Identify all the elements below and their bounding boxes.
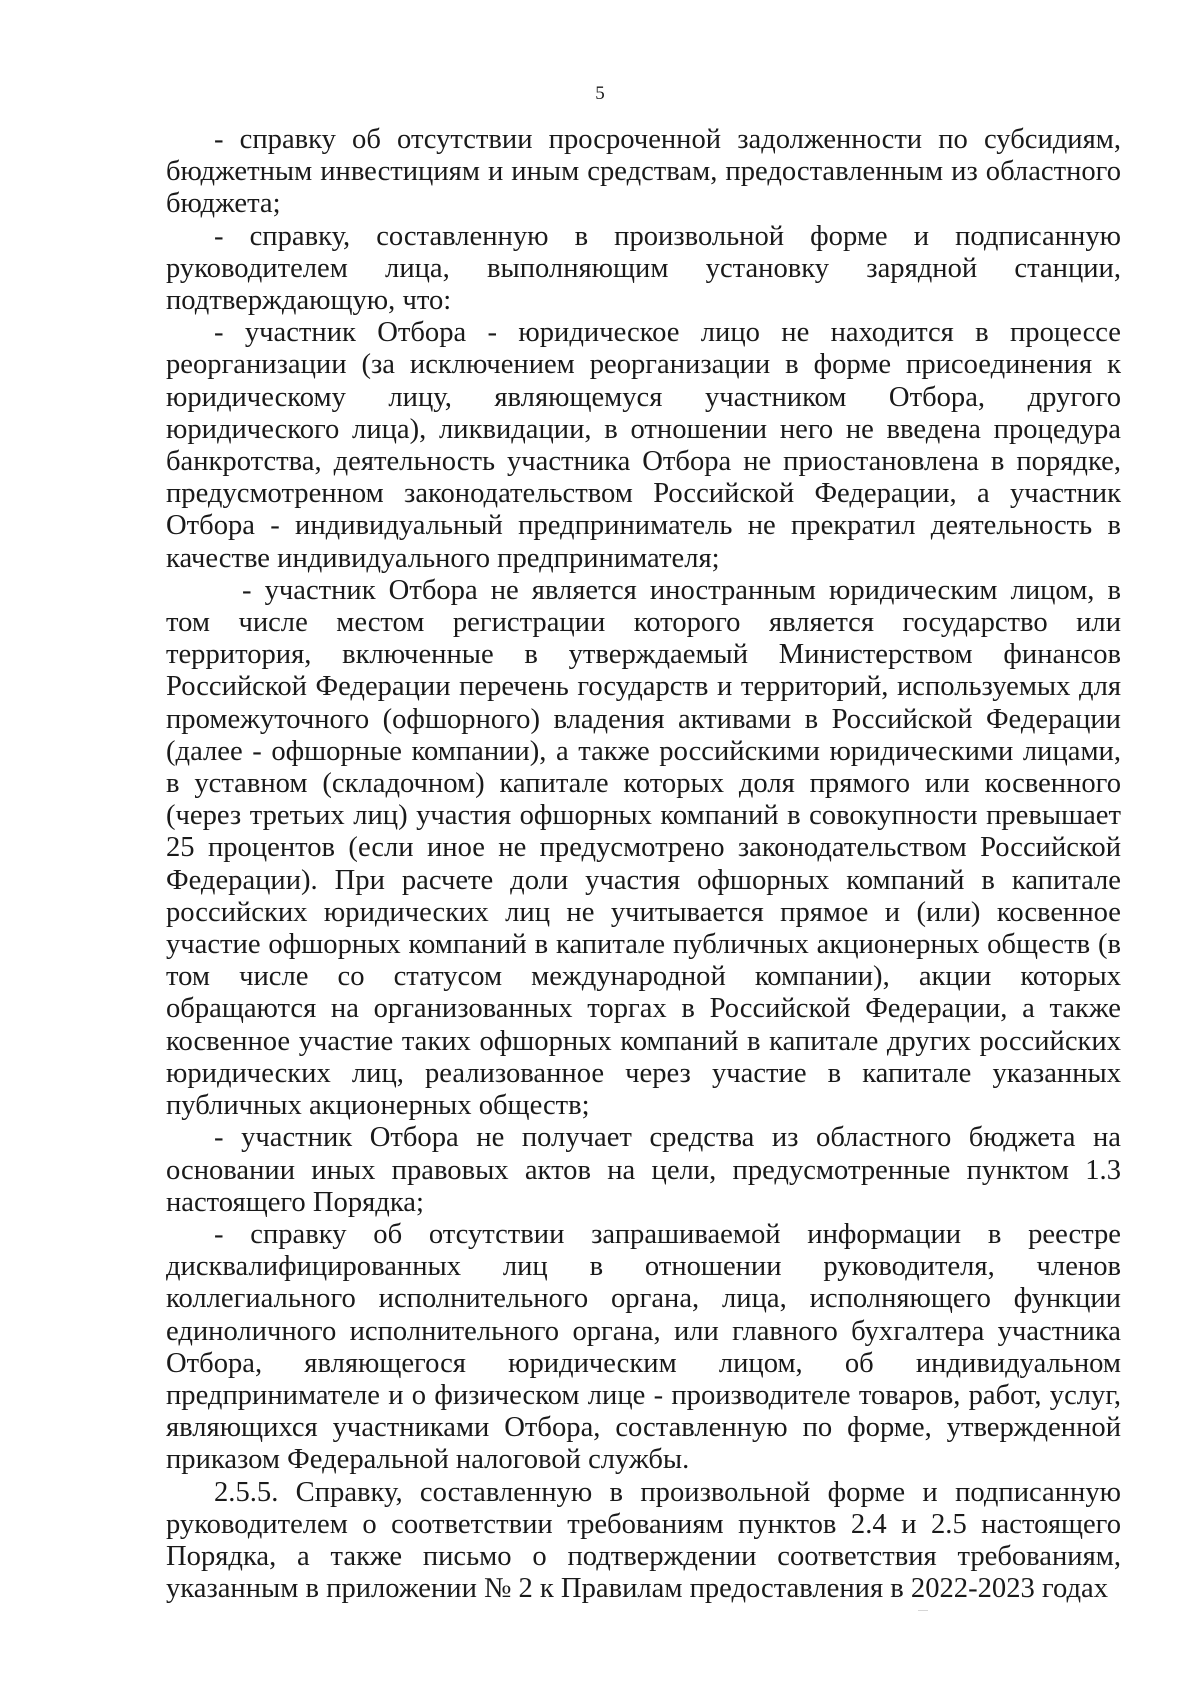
page-number: 5 bbox=[595, 83, 605, 104]
paragraph-section-2-5-5: 2.5.5. Справку, составленную в произвольной форме и подписанную руководителем о соответствии требованиям пунктов 2.4 и 2.5 настоящего Порядка, а также письмо о подтверждении соответствия требованиям, указанным в приложении № 2 к Правилам предоставления в 2022-2023 годах bbox=[166, 1476, 1121, 1605]
paragraph-not-foreign-entity: - участник Отбора не является иностранным юридическим лицом, в том числе местом регистрации которого является государство или территория, включенные в утверждаемый Министерством финансов Российской Федерации перечень государств и территорий, используемых для промежуточного (офшорного) владения активами в Российской Федерации (далее - офшорные компании), а также российскими юридическими лицами, в уставном (складочном) капитале которых доля прямого или косвенного (через третьих лиц) участия офшорных компаний в совокупности превышает 25 процентов (если иное не предусмотрено законодательством Российской Федерации). При расчете доли участия офшорных компаний в капитале российских юридических лиц не учитывается прямое и (или) косвенное участие офшорных компаний в капитале публичных акционерных обществ (в том числе со статусом международной компании), акции которых обращаются на организованных торгах в Российской Федерации, а также косвенное участие таких офшорных компаний в капитале других российских юридических лиц, реализованное через участие в капитале указанных публичных акционерных обществ; bbox=[166, 574, 1121, 1122]
document-body bbox=[166, 124, 1121, 1605]
scan-artifact bbox=[918, 1610, 928, 1611]
paragraph-no-regional-funds: - участник Отбора не получает средства из областного бюджета на основании иных правовых актов на цели, предусмотренные пунктом 1.3 настоящего Порядка; bbox=[166, 1122, 1121, 1218]
paragraph-disqualified-persons-certificate: - справку об отсутствии запрашиваемой информации в реестре дисквалифицированных лиц в отношении руководителя, членов коллегиального исполнительного органа, лица, исполняющего функции единоличного исполнительного органа, или главного бухгалтера участника Отбора, являющегося юридическим лицом, об индивидуальном предпринимателе и о физическом лице - производителе товаров, работ, услуг, являющихся участниками Отбора, составленную по форме, утвержденной приказом Федеральной налоговой службы. bbox=[166, 1218, 1121, 1476]
paragraph-overdue-debt-certificate: - справку об отсутствии просроченной задолженности по субсидиям, бюджетным инвестициям и иным средствам, предоставленным из областного бюджета; bbox=[166, 124, 1121, 220]
paragraph-no-reorganization: - участник Отбора - юридическое лицо не находится в процессе реорганизации (за исключением реорганизации в форме присоединения к юридическому лицу, являющемуся участником Отбора, другого юридического лица), ликвидации, в отношении него не введена процедура банкротства, деятельность участника Отбора не приостановлена в порядке, предусмотренном законодательством Российской Федерации, а участник Отбора - индивидуальный предприниматель не прекратил деятельность в качестве индивидуального предпринимателя; bbox=[166, 317, 1121, 574]
paragraph-free-form-certificate: - справку, составленную в произвольной форме и подписанную руководителем лица, выполняющим установку зарядной станции, подтверждающую, что: bbox=[166, 220, 1121, 317]
